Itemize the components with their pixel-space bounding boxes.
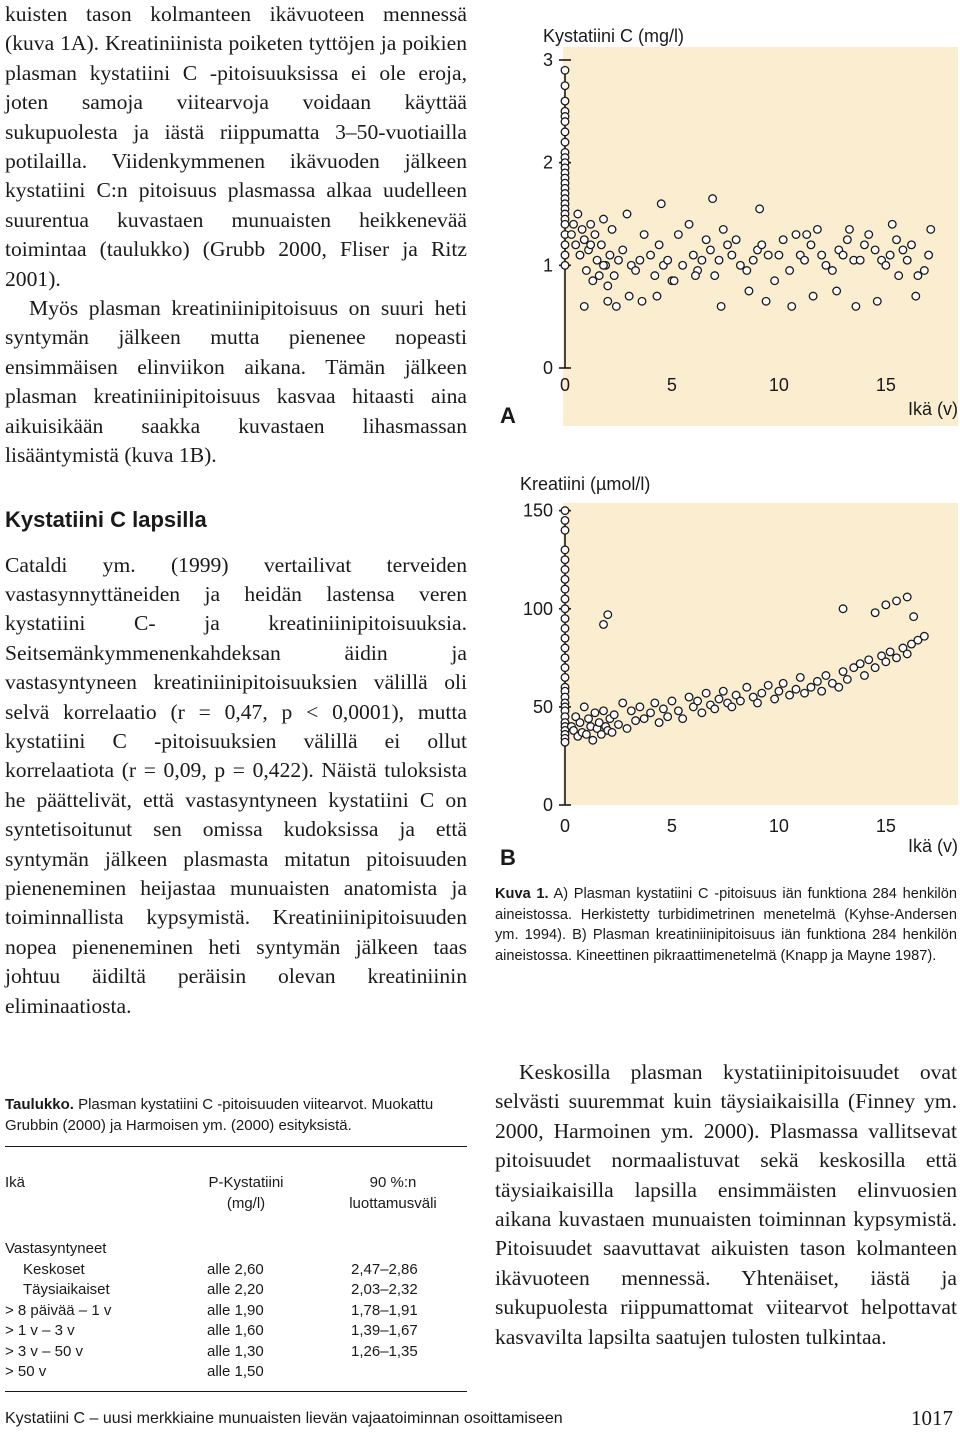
table-title	[5, 1095, 467, 1147]
data-point	[754, 699, 762, 707]
data-point	[737, 262, 745, 270]
data-point	[743, 267, 751, 275]
table-row	[5, 1321, 467, 1342]
y-tick-label: 0	[542, 358, 553, 378]
paragraph-3: Cataldi ym. (1999) vertailivat terveiden vastasynnyttäneiden ja heidän lastensa veren kystatiini C- ja kreatiniinipitoisuuksia. Seitsemänkymmenenkahdeksan äidin ja vastasyntyneen kreatiniinipitoisuuksien välillä oli selvä korrelaatio (r = 0,47, p < 0,0001), mutta kystatiini C -pitoisuuksien välillä ei ollut korrelaatiota (r = 0,09, p = 0,422). Näistä tuloksista he päättelivät, että vastasyntyneen kystatiini C on syntetisoitunut sen omissa kudoksissa ja että syntymän jälkeen plasmasta mitatun pitoisuuden pieneneminen heijastaa munuaisten anatomista ja toiminnallista kypsymistä. Kreatiniinipitoisuuden nopea pieneneminen heti syntymän jälkeen taas johtuu äidiltä peräisin olevan kreatiniinin eliminaatiosta.	[5, 552, 467, 1018]
table-header-ci-line1: 90 %:n	[369, 1174, 417, 1191]
data-point	[873, 297, 881, 305]
data-point	[846, 226, 854, 234]
table-cell-value: alle 2,60	[207, 1260, 264, 1278]
data-point	[796, 674, 804, 682]
data-point	[865, 656, 873, 664]
data-point	[779, 680, 787, 688]
data-point	[756, 205, 764, 213]
data-point	[591, 231, 599, 239]
data-point	[679, 715, 687, 723]
data-point	[576, 251, 584, 259]
reference-table	[5, 1095, 467, 1392]
table-cell-ci: 1,78–1,91	[351, 1301, 418, 1319]
table-row	[5, 1342, 467, 1363]
data-point	[803, 231, 811, 239]
data-point	[600, 262, 608, 270]
data-point	[587, 241, 595, 249]
data-point	[861, 672, 869, 680]
data-point	[655, 241, 663, 249]
data-point	[893, 236, 901, 244]
data-point	[728, 703, 736, 711]
data-point	[764, 251, 772, 259]
y-tick-label: 100	[522, 598, 553, 619]
data-point	[604, 282, 612, 290]
data-point	[561, 241, 569, 249]
data-point	[912, 292, 920, 300]
data-point	[775, 251, 783, 259]
data-point	[619, 246, 627, 254]
footer-title: Kystatiini C – uusi merkkiaine munuaisten lievän vajaatoiminnan osoittamiseen	[5, 1410, 563, 1427]
table-cell-ci: 2,03–2,32	[351, 1281, 418, 1298]
data-point	[600, 621, 608, 629]
data-point	[561, 546, 569, 554]
data-point	[871, 609, 879, 617]
data-point	[561, 517, 569, 525]
panel-a-x-axis-label: Ikä (v)	[907, 399, 958, 419]
data-point	[839, 251, 847, 259]
data-point	[598, 241, 606, 249]
data-point	[675, 707, 683, 715]
data-point	[717, 303, 725, 311]
table-cell-value: alle 1,90	[207, 1301, 264, 1319]
data-point	[865, 231, 873, 239]
data-point	[606, 251, 614, 259]
data-point	[675, 231, 683, 239]
data-point	[640, 715, 648, 723]
table-cell-age: > 3 v – 50 v	[5, 1342, 83, 1360]
data-point	[572, 241, 580, 249]
data-point	[568, 231, 576, 239]
data-point	[925, 251, 933, 259]
data-point	[786, 267, 794, 275]
x-tick-label: 0	[559, 375, 571, 395]
data-point	[927, 226, 935, 234]
data-point	[844, 236, 852, 244]
table-cell-value: alle 1,30	[207, 1342, 264, 1360]
left-column	[5, 0, 467, 1021]
caption-lead: Kuva 1.	[495, 886, 549, 902]
data-point	[561, 220, 569, 228]
data-point	[604, 297, 612, 305]
data-point	[814, 678, 822, 686]
data-point	[651, 699, 659, 707]
data-point	[914, 272, 922, 280]
paragraph-2: Myös plasman kreatiniinipitoisuus on suuri heti syntymän jälkeen mutta pienenee nopeasti ensimmäisen elinviikon aikana. Tämän jälkeen plasman kreatiniinipitoisuus kasvaa hitaasti aina aikuisikään saakka kuvastaen lihasmassan lisääntymistä (kuva 1B).	[5, 296, 467, 468]
table-row	[5, 1280, 467, 1301]
data-point	[724, 241, 732, 249]
data-point	[709, 195, 717, 203]
data-point	[561, 644, 569, 652]
data-point	[561, 566, 569, 574]
data-point	[711, 272, 719, 280]
data-point	[561, 251, 569, 259]
data-point	[574, 210, 582, 218]
data-point	[758, 241, 766, 249]
data-point	[903, 593, 911, 601]
data-point	[561, 615, 569, 623]
table-cell-value: alle 1,50	[207, 1363, 264, 1380]
data-point	[670, 277, 678, 285]
data-point	[591, 709, 599, 717]
panel-a-y-axis-label: Kystatiini C (mg/l)	[543, 26, 685, 46]
data-point	[580, 303, 588, 311]
data-point	[561, 585, 569, 593]
data-point	[882, 601, 890, 609]
panel-a	[500, 26, 958, 428]
data-point	[749, 256, 757, 264]
data-point	[561, 605, 569, 613]
data-point	[692, 272, 700, 280]
data-point	[638, 297, 646, 305]
data-point	[886, 251, 894, 259]
data-point	[839, 668, 847, 676]
data-point	[775, 687, 783, 695]
x-tick-label: 10	[768, 375, 789, 395]
paragraph-4: Keskosilla plasman kystatiinipitoisuudet ovat selvästi suuremmat kuin täysiaikaisilla (Finney ym. 2000, Harmoinen ym. 2000). Plasmassa vallitsevat pitoisuudet normaalistuvat sekä keskosilla että täysiaikaisilla lapsilla ensimmäisten elinvuosien aikana kuvastaen munuaisten toiminnan kypsymistä. Pitoisuudet saavuttavat aikuisten tason kolmanteen ikävuoteen mennessä. Yhtenäiset, iästä ja sukupuolesta riippumattomat viitearvot helpottavat kasvavilta lapsilta saatujen tulosten tulkintaa.	[495, 1060, 957, 1349]
x-tick-label: 10	[768, 816, 789, 836]
table-cell-value: alle 1,60	[207, 1322, 264, 1339]
panel-a-letter: A	[500, 403, 516, 428]
data-point	[814, 226, 822, 234]
data-point	[610, 272, 618, 280]
data-point	[871, 664, 879, 672]
data-point	[899, 246, 907, 254]
data-point	[893, 654, 901, 662]
data-point	[829, 267, 837, 275]
data-point	[587, 220, 595, 228]
table-row	[5, 1301, 467, 1322]
data-point	[610, 711, 618, 719]
data-point	[762, 297, 770, 305]
data-point	[561, 138, 569, 146]
y-tick-label: 0	[542, 795, 553, 815]
data-point	[561, 674, 569, 682]
table-header-age: Ikä	[5, 1174, 26, 1191]
y-tick-label: 150	[522, 500, 553, 521]
table-row	[5, 1260, 467, 1281]
data-point	[561, 654, 569, 662]
data-point	[625, 292, 633, 300]
data-point	[694, 697, 702, 705]
data-point	[589, 277, 597, 285]
data-point	[608, 729, 616, 737]
table-row	[5, 1239, 467, 1260]
data-point	[570, 220, 578, 228]
data-point	[801, 689, 809, 697]
table-cell-age: > 8 päivää – 1 v	[5, 1301, 112, 1319]
data-point	[822, 672, 830, 680]
data-point	[651, 272, 659, 280]
data-point	[593, 256, 601, 264]
data-point	[561, 664, 569, 672]
panel-b-x-axis-label: Ikä (v)	[907, 836, 958, 856]
x-tick-label: 15	[875, 816, 896, 836]
data-point	[822, 262, 830, 270]
table-title-text: Plasman kystatiini C -pitoisuuden viitearvot. Muokattu Grubbin (2000) ja Harmoisen ym. (2000) esityksistä.	[5, 1096, 434, 1134]
data-point	[882, 262, 890, 270]
right-column-bottom	[495, 1058, 957, 1352]
data-point	[580, 703, 588, 711]
data-point	[615, 721, 623, 729]
data-point	[844, 676, 852, 684]
x-tick-label: 5	[666, 375, 677, 395]
data-point	[886, 648, 894, 656]
data-point	[792, 231, 800, 239]
data-point	[653, 292, 661, 300]
table-cell-ci: 1,26–1,35	[351, 1342, 418, 1360]
data-point	[903, 650, 911, 658]
data-point	[595, 272, 603, 280]
data-point	[561, 625, 569, 633]
data-point	[888, 220, 896, 228]
x-tick-label: 0	[559, 816, 571, 836]
data-point	[655, 719, 663, 727]
data-point	[561, 738, 569, 746]
data-point	[623, 725, 631, 733]
panel-b-y-axis-label: Kreatiini (µmol/l)	[520, 474, 651, 494]
data-point	[647, 709, 655, 717]
data-point	[561, 595, 569, 603]
data-point	[809, 292, 817, 300]
data-point	[833, 287, 841, 295]
data-point	[561, 526, 569, 534]
panel-b	[500, 474, 958, 870]
data-point	[690, 251, 698, 259]
data-point	[711, 705, 719, 713]
data-point	[707, 246, 715, 254]
data-point	[758, 689, 766, 697]
data-point	[871, 246, 879, 254]
data-point	[715, 695, 723, 703]
table-header-value-line1: P-Kystatiini	[208, 1174, 284, 1191]
figure-1	[498, 0, 960, 990]
table-header-value-line2: (mg/l)	[226, 1194, 266, 1212]
data-point	[921, 632, 929, 640]
data-point	[719, 226, 727, 234]
data-point	[807, 241, 815, 249]
data-point	[685, 693, 693, 701]
table-bottom-rule	[5, 1391, 467, 1392]
table-cell-age: > 50 v	[5, 1363, 47, 1380]
data-point	[818, 251, 826, 259]
data-point	[561, 634, 569, 642]
data-point	[580, 236, 588, 244]
table-header-value	[191, 1173, 301, 1214]
y-tick-label: 2	[542, 152, 553, 173]
data-point	[640, 231, 648, 239]
table-cell-value: alle 2,20	[207, 1281, 264, 1298]
paragraph-1: kuisten tason kolmanteen ikävuoteen mennessä (kuva 1A). Kreatiniinista poiketen tyttöjen ja poikien plasman kystatiini C -pitoisuuksissa ei ole eroja, joten samoja viitearvoja voidaan käyttää sukupuolesta ja iästä riippumatta 3–50-vuotiailla potilailla. Viidenkymmenen ikävuoden jälkeen kystatiini C:n pitoisuus plasmassa alkaa uudelleen suurentua kuvastaen munuaisten heikkenevää toimintaa (taulukko) (Grubb 2000, Fliser ja Ritz 2001).	[5, 2, 467, 291]
data-point	[561, 576, 569, 584]
data-point	[585, 715, 593, 723]
data-point	[856, 660, 864, 668]
data-point	[786, 691, 794, 699]
data-point	[921, 267, 929, 275]
y-tick-label: 1	[542, 255, 553, 276]
data-point	[779, 236, 787, 244]
data-point	[664, 256, 672, 264]
data-point	[702, 236, 710, 244]
table-cell-age: Keskoset	[23, 1260, 85, 1278]
data-point	[632, 267, 640, 275]
data-point	[908, 241, 916, 249]
data-point	[660, 705, 668, 713]
data-point	[728, 251, 736, 259]
panel-b-letter: B	[500, 845, 516, 870]
table-body	[5, 1239, 467, 1383]
figure-caption	[495, 884, 957, 966]
data-point	[600, 215, 608, 223]
data-point	[903, 256, 911, 264]
data-point	[910, 613, 918, 621]
data-point	[561, 507, 569, 515]
data-point	[636, 703, 644, 711]
table-header	[5, 1173, 467, 1239]
x-tick-label: 15	[875, 375, 896, 395]
data-point	[893, 597, 901, 605]
data-point	[807, 683, 815, 691]
data-point	[743, 683, 751, 691]
table-cell-age: > 1 v – 3 v	[5, 1322, 75, 1339]
data-point	[698, 709, 706, 717]
data-point	[613, 303, 621, 311]
data-point	[715, 256, 723, 264]
data-point	[561, 118, 569, 126]
table-cell-age: Vastasyntyneet	[5, 1240, 107, 1257]
data-point	[685, 220, 693, 228]
data-point	[578, 226, 586, 234]
page-number: 1017	[911, 1406, 953, 1430]
table-header-ci-line2: luottamusväli	[349, 1194, 437, 1212]
data-point	[561, 128, 569, 136]
data-point	[719, 687, 727, 695]
data-point	[801, 256, 809, 264]
data-point	[861, 241, 869, 249]
data-point	[664, 713, 672, 721]
data-point	[839, 605, 847, 613]
data-point	[632, 717, 640, 725]
y-tick-label: 3	[542, 50, 553, 70]
data-point	[619, 699, 627, 707]
data-point	[737, 697, 745, 705]
data-point	[561, 262, 569, 270]
data-point	[771, 695, 779, 703]
data-point	[604, 611, 612, 619]
y-tick-label: 50	[532, 696, 553, 717]
data-point	[792, 685, 800, 693]
data-point	[583, 731, 591, 739]
table-row	[5, 1362, 467, 1383]
data-point	[818, 687, 826, 695]
table-cell-age: Täysiaikaiset	[23, 1281, 110, 1298]
data-point	[745, 287, 753, 295]
data-point	[657, 200, 665, 208]
data-point	[615, 256, 623, 264]
data-point	[788, 303, 796, 311]
data-point	[583, 267, 591, 275]
data-point	[561, 82, 569, 90]
data-point	[852, 303, 860, 311]
table-title-lead: Taulukko.	[5, 1096, 74, 1113]
data-point	[668, 697, 676, 705]
data-point	[608, 226, 616, 234]
table-header-ci	[331, 1173, 455, 1214]
data-point	[771, 277, 779, 285]
data-point	[764, 681, 772, 689]
data-point	[702, 689, 710, 697]
x-tick-label: 5	[666, 816, 677, 836]
caption-text: A) Plasman kystatiini C -pitoisuus iän funktiona 284 henkilön aineistossa. Herkistetty turbidimetrinen menetelmä (Kyhse-Andersen ym. 1994). B) Plasman kreatiniinipitoisuus iän funktiona 284 henkilön aineistossa. Kineettinen pikraattimenetelmä (Knapp ja Mayne 1987).	[495, 886, 957, 964]
data-point	[647, 251, 655, 259]
figure-1-svg	[498, 0, 960, 880]
data-point	[856, 256, 864, 264]
data-point	[623, 210, 631, 218]
data-point	[561, 556, 569, 564]
data-point	[589, 736, 597, 744]
data-point	[628, 707, 636, 715]
table-cell-ci: 2,47–2,86	[351, 1260, 418, 1278]
data-point	[732, 236, 740, 244]
data-point	[882, 658, 890, 666]
data-point	[600, 707, 608, 715]
data-point	[561, 66, 569, 74]
data-point	[636, 256, 644, 264]
section-heading: Kystatiini C lapsilla	[5, 506, 207, 532]
page-footer	[5, 1406, 955, 1434]
data-point	[698, 256, 706, 264]
data-point	[895, 272, 903, 280]
data-point	[835, 683, 843, 691]
data-point	[576, 719, 584, 727]
data-point	[561, 97, 569, 105]
data-point	[679, 262, 687, 270]
table-cell-ci: 1,39–1,67	[351, 1322, 418, 1339]
